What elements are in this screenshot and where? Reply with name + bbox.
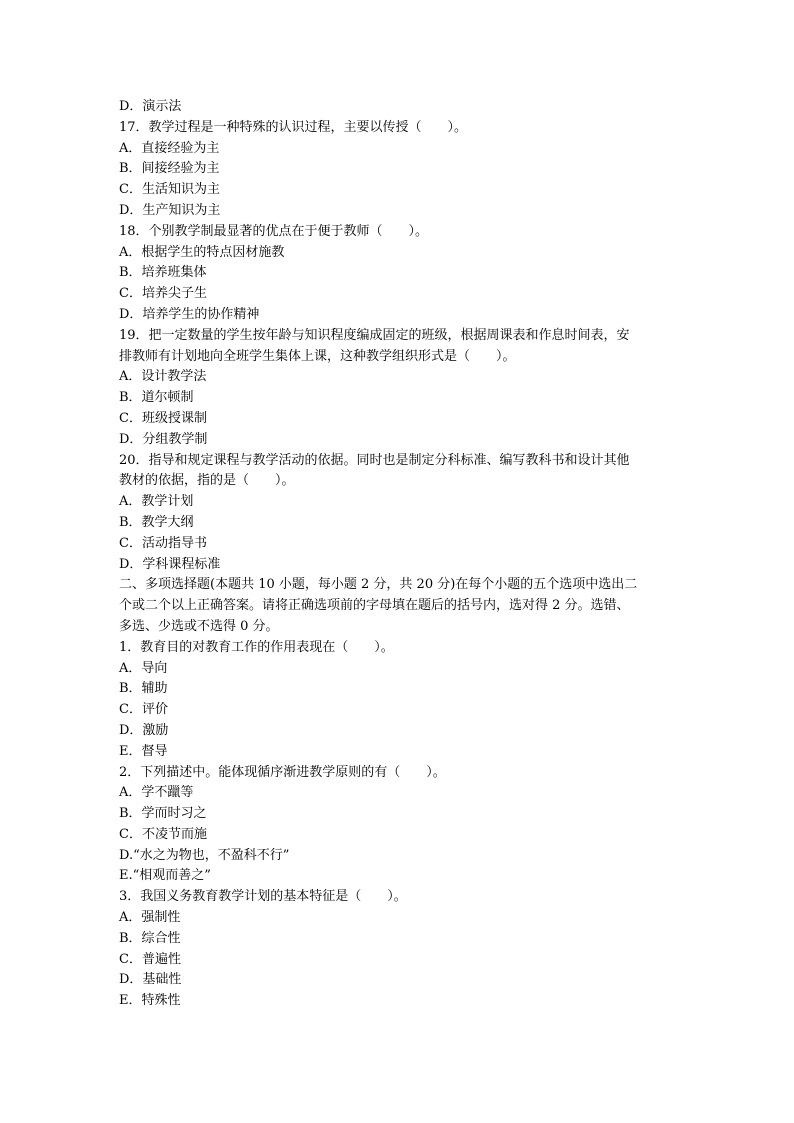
answer-option: E．督导 [119,743,168,759]
answer-option: D．分组教学制 [119,431,208,447]
answer-option: A．教学计划 [119,494,194,510]
section-heading-line: 多选、少选或不选得 0 分。 [119,618,279,634]
answer-option: D．生产知识为主 [119,202,221,218]
answer-option: C．活动指导书 [119,535,207,551]
answer-option: A．导向 [119,660,168,676]
answer-option: C．培养尖子生 [119,286,207,302]
answer-option: D．基础性 [119,972,182,988]
question-line: 教材的依据，指的是（ ）。 [119,473,295,489]
answer-option: B．教学大纲 [119,514,194,530]
question-line: 排教师有计划地向全班学生集体上课，这种教学组织形式是（ ）。 [119,348,516,364]
question-line: 20．指导和规定课程与教学活动的依据。同时也是制定分科标准、编写教科书和设计其他 [119,452,630,468]
answer-option: D．学科课程标准 [119,556,221,572]
answer-option: B．道尔顿制 [119,390,194,406]
question-line: 3．我国义务教育教学计划的基本特征是（ ）。 [119,889,407,905]
section-heading-line: 个或二个以上正确答案。请将正确选项前的字母填在题后的括号内，选对得 2 分。选错、 [119,598,630,614]
question-line: 17．教学过程是一种特殊的认识过程，主要以传授（ ）。 [119,119,468,135]
document-page [119,97,679,1012]
answer-option: B．综合性 [119,930,181,946]
answer-option: C．不凌节而施 [119,826,207,842]
question-line: 18．个别教学制最显著的优点在于便于教师（ ）。 [119,223,429,239]
answer-option: D．培养学生的协作精神 [119,306,260,322]
answer-option: C．普遍性 [119,951,181,967]
answer-option: A．学不躐等 [119,785,194,801]
answer-option: B．间接经验为主 [119,161,220,177]
section-heading-line: 二、多项选择题(本题共 10 小题，每小题 2 分，共 20 分)在每个小题的五个选项中选出二 [119,577,638,593]
answer-option: B．学而时习之 [119,806,207,822]
answer-option: A．根据学生的特点因材施教 [119,244,285,260]
answer-option: B．辅助 [119,681,168,697]
answer-option: D.“水之为物也，不盈科不行” [119,847,290,863]
answer-option: A．直接经验为主 [119,140,220,156]
answer-option: E．特殊性 [119,993,181,1009]
answer-option: D．演示法 [119,99,182,114]
question-line: 2．下列描述中。能体现循序渐进教学原则的有（ ）。 [119,764,446,780]
answer-option: B．培养班集体 [119,265,207,281]
answer-option: D．激励 [119,722,169,738]
answer-option: A．设计教学法 [119,369,207,385]
question-line: 1．教育目的对教育工作的作用表现在（ ）。 [119,639,394,655]
answer-option: A．强制性 [119,910,181,926]
question-line: 19．把一定数量的学生按年龄与知识程度编成固定的班级，根据周课表和作息时间表，安 [119,327,630,343]
answer-option: C．班级授课制 [119,410,207,426]
answer-option: C．生活知识为主 [119,182,220,198]
answer-option: E.“相观而善之” [119,868,211,884]
answer-option: C．评价 [119,702,168,718]
